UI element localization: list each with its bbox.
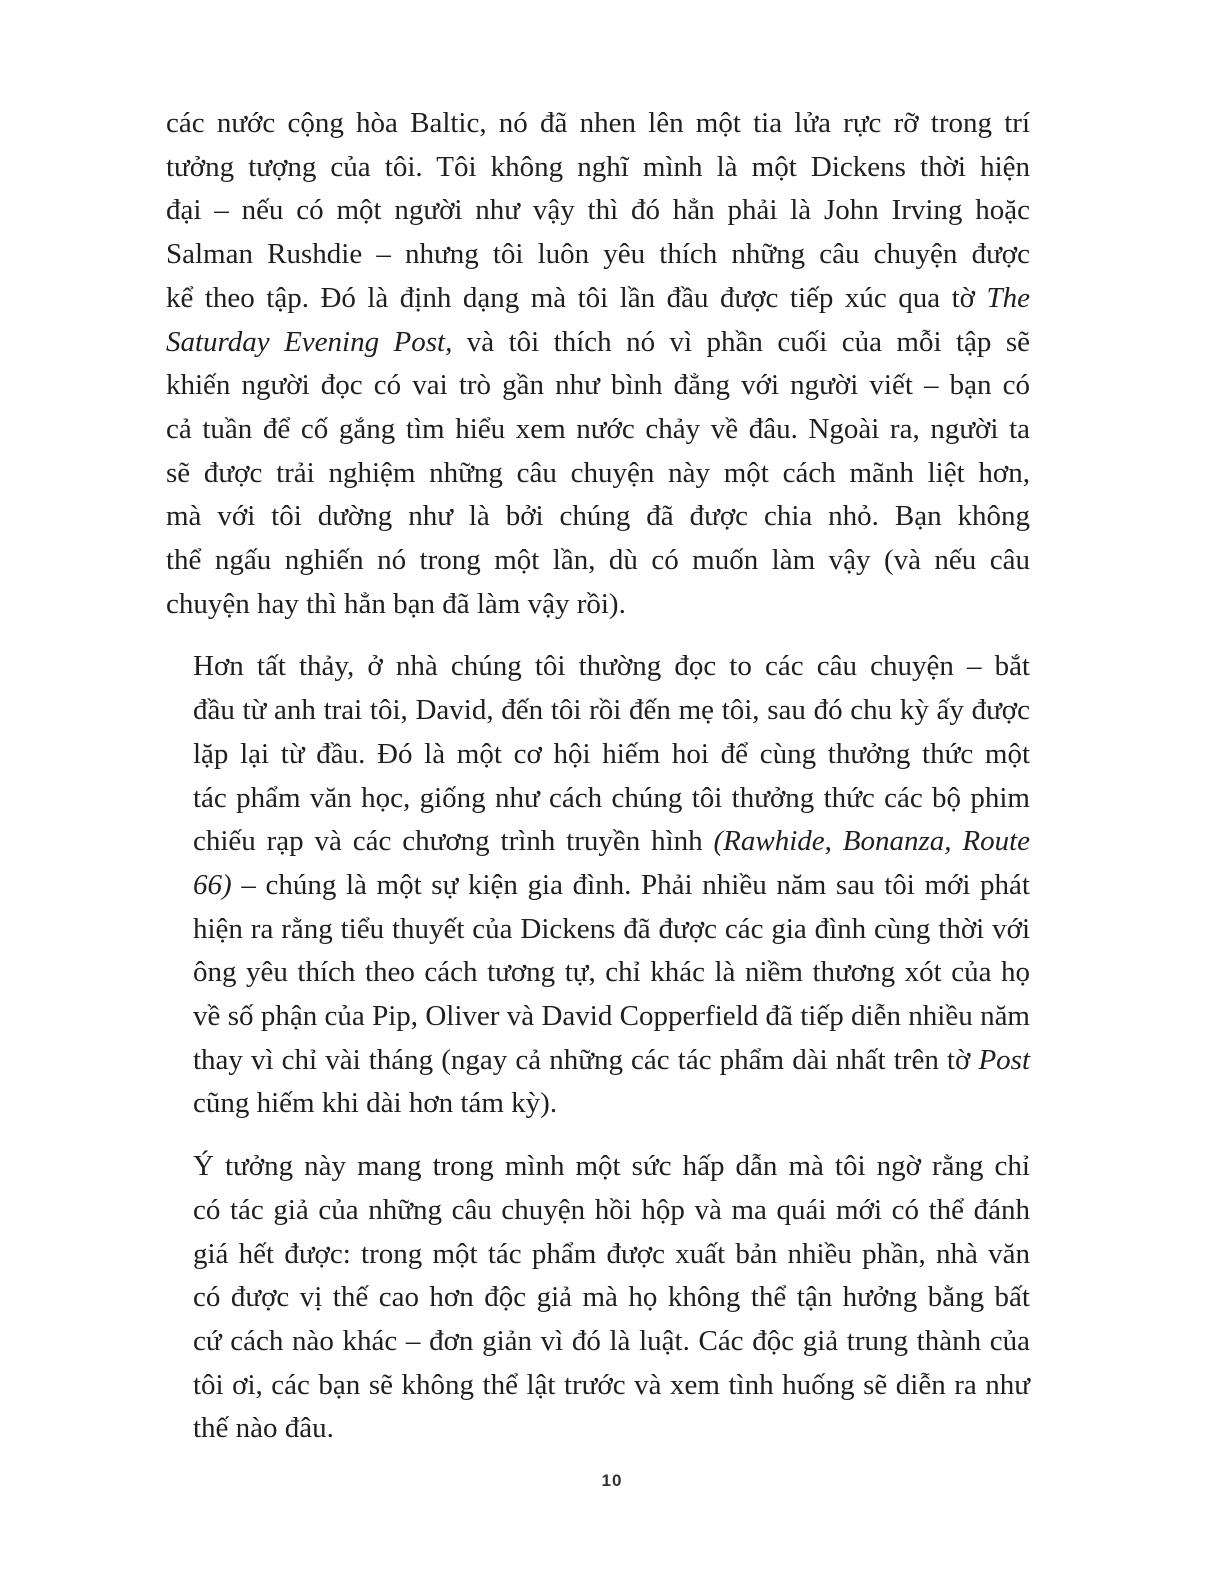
text-line <box>166 277 1030 321</box>
text-run: có được vị thế cao hơn độc giả mà họ không thể tận hưởng bằng bất <box>193 1281 1030 1314</box>
text-run: chuyện hay thì hẳn bạn đã làm vậy rồi). <box>166 587 626 620</box>
book-page-text <box>166 102 1030 1470</box>
text-line <box>166 1145 1030 1189</box>
text-run: và tôi thích nó vì phần cuối của mỗi tập sẽ <box>452 325 1030 358</box>
italic-title: (Rawhide, Bonanza, Route <box>713 825 1030 858</box>
text-run: khiến người đọc có vai trò gần như bình đẳng với người viết – bạn có <box>166 369 1030 402</box>
text-run: tác phẩm văn học, giống như cách chúng tôi thưởng thức các bộ phim <box>193 781 1030 814</box>
text-line <box>166 733 1030 777</box>
italic-title: The <box>986 281 1030 314</box>
text-line <box>166 1407 1030 1451</box>
text-line <box>166 777 1030 821</box>
text-line <box>166 1364 1030 1408</box>
text-run: cũng hiếm khi dài hơn tám kỳ). <box>193 1087 558 1120</box>
text-line <box>166 321 1030 365</box>
text-run: tưởng tượng của tôi. Tôi không nghĩ mình là một Dickens thời hiện <box>166 150 1030 183</box>
paragraph-2 <box>166 645 1030 1126</box>
italic-title: Post <box>978 1043 1030 1076</box>
text-line <box>166 189 1030 233</box>
text-line <box>166 995 1030 1039</box>
text-run: thay vì chỉ vài tháng (ngay cả những các tác phẩm dài nhất trên tờ <box>193 1043 979 1076</box>
italic-title: 66) <box>193 868 232 901</box>
text-run: có tác giả của những câu chuyện hồi hộp và ma quái mới có thể đánh <box>193 1193 1030 1226</box>
text-line <box>166 146 1030 190</box>
text-run: chiếu rạp và các chương trình truyền hình <box>193 825 714 858</box>
text-run: mà với tôi dường như là bởi chúng đã được chia nhỏ. Bạn không <box>166 500 1030 533</box>
text-run: ông yêu thích theo cách tương tự, chỉ khác là niềm thương xót của họ <box>193 956 1030 989</box>
text-run: cả tuần để cố gắng tìm hiểu xem nước chảy về đâu. Ngoài ra, người ta <box>166 412 1030 445</box>
text-run: giá hết được: trong một tác phẩm được xuất bản nhiều phần, nhà văn <box>193 1237 1030 1270</box>
text-run: cứ cách nào khác – đơn giản vì đó là luật. Các độc giả trung thành của <box>193 1324 1030 1357</box>
text-run: Ý tưởng này mang trong mình một sức hấp dẫn mà tôi ngờ rằng chỉ <box>193 1150 1030 1183</box>
text-line <box>166 951 1030 995</box>
text-line <box>166 908 1030 952</box>
text-line <box>166 820 1030 864</box>
text-run: – chúng là một sự kiện gia đình. Phải nhiều năm sau tôi mới phát <box>231 868 1030 901</box>
text-run: tôi ơi, các bạn sẽ không thể lật trước và xem tình huống sẽ diễn ra như <box>193 1368 1030 1401</box>
text-line <box>166 495 1030 539</box>
italic-title: Saturday Evening Post, <box>166 325 453 358</box>
text-line <box>166 864 1030 908</box>
paragraph-1 <box>166 102 1030 626</box>
text-line <box>166 1276 1030 1320</box>
text-line <box>166 1082 1030 1126</box>
text-run: lặp lại từ đầu. Đó là một cơ hội hiếm hoi để cùng thưởng thức một <box>193 737 1030 770</box>
text-line <box>166 539 1030 583</box>
text-line <box>166 645 1030 689</box>
text-line <box>166 102 1030 146</box>
text-line <box>166 1233 1030 1277</box>
text-line <box>166 452 1030 496</box>
text-run: thế nào đâu. <box>193 1412 334 1445</box>
text-run: đại – nếu có một người như vậy thì đó hẳn phải là John Irving hoặc <box>166 194 1030 227</box>
text-line <box>166 689 1030 733</box>
paragraph-3 <box>166 1145 1030 1451</box>
text-run: Salman Rushdie – nhưng tôi luôn yêu thích những câu chuyện được <box>166 238 1030 271</box>
text-run: hiện ra rằng tiểu thuyết của Dickens đã được các gia đình cùng thời với <box>193 912 1030 945</box>
text-line <box>166 233 1030 277</box>
text-line <box>166 1039 1030 1083</box>
text-run: kể theo tập. Đó là định dạng mà tôi lần đầu được tiếp xúc qua tờ <box>166 281 987 314</box>
text-run: thể ngấu nghiến nó trong một lần, dù có muốn làm vậy (và nếu câu <box>166 544 1030 577</box>
text-run: các nước cộng hòa Baltic, nó đã nhen lên một tia lửa rực rỡ trong trí <box>166 107 1030 139</box>
text-line <box>166 364 1030 408</box>
text-line <box>166 583 1030 627</box>
text-run: sẽ được trải nghiệm những câu chuyện này một cách mãnh liệt hơn, <box>166 456 1030 489</box>
text-line <box>166 408 1030 452</box>
page-number: 10 <box>601 1471 623 1490</box>
text-run: về số phận của Pip, Oliver và David Copperfield đã tiếp diễn nhiều năm <box>193 1000 1030 1033</box>
text-line <box>166 1189 1030 1233</box>
text-run: Hơn tất thảy, ở nhà chúng tôi thường đọc to các câu chuyện – bắt <box>193 650 1030 683</box>
text-run: đầu từ anh trai tôi, David, đến tôi rồi đến mẹ tôi, sau đó chu kỳ ấy được <box>193 694 1030 727</box>
text-line <box>166 1320 1030 1364</box>
